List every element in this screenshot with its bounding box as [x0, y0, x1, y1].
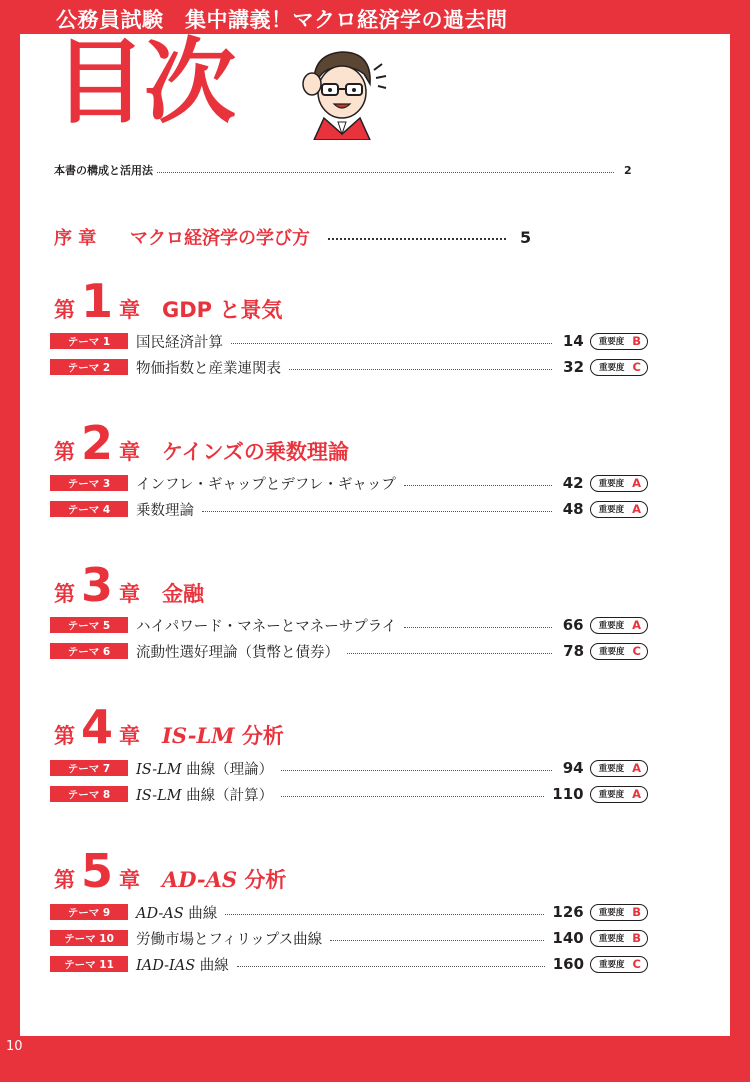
theme-title: 労働市場とフィリップス曲線 [136, 931, 323, 948]
mascot-illustration-icon [294, 44, 390, 140]
importance-label: 重要度 [598, 479, 625, 489]
theme-page: 32 [563, 358, 585, 376]
theme-page: 160 [552, 955, 585, 973]
theme-title-rest: 曲線 [195, 957, 229, 974]
theme-badge: テーマ 4 [50, 501, 128, 517]
importance-badge [590, 956, 648, 973]
importance-grade: A [632, 502, 641, 516]
chapter-title: 金融 [162, 582, 205, 606]
leader-dots [281, 796, 544, 797]
prologue-title: マクロ経済学の学び方 [130, 228, 310, 249]
theme-page: 126 [552, 903, 584, 921]
importance-label: 重要度 [599, 960, 625, 970]
importance-badge [590, 930, 648, 947]
importance-badge [590, 760, 648, 777]
chapter-suffix: 章 [119, 298, 141, 322]
importance-label: 重要度 [598, 934, 625, 944]
chapter-heading-3 [54, 558, 205, 612]
theme-badge: テーマ 1 [50, 333, 128, 349]
toc-theme-row-3[interactable] [50, 472, 648, 494]
toc-theme-row-9[interactable] [50, 901, 648, 923]
importance-grade: A [632, 618, 641, 632]
theme-title [136, 902, 217, 923]
leader-dots [330, 940, 544, 941]
theme-page: 14 [562, 332, 584, 350]
importance-grade: C [632, 360, 641, 374]
importance-label: 重要度 [598, 337, 625, 347]
theme-title-rest: 曲線 [183, 905, 218, 922]
theme-title: インフレ・ギャップとデフレ・ギャップ [136, 476, 396, 493]
theme-title-rest: 曲線（計算） [181, 787, 274, 804]
chapter-number: 5 [81, 844, 114, 898]
importance-badge [590, 643, 648, 660]
page-title: 目次 [54, 29, 235, 136]
chapter-suffix: 章 [119, 868, 141, 892]
chapter-prefix: 第 [54, 582, 75, 606]
theme-title-rest: 曲線（理論） [181, 761, 274, 778]
theme-title-italic: IAD-IAS [136, 957, 196, 974]
importance-grade: A [632, 476, 641, 490]
intro-title: 本書の構成と活用法 [54, 164, 153, 177]
importance-badge [590, 475, 648, 492]
chapter-title-italic: IS-LM [162, 723, 235, 748]
theme-title [136, 758, 273, 779]
toc-intro-row[interactable] [54, 162, 648, 178]
importance-badge [590, 359, 648, 376]
chapter-heading-4 [54, 700, 284, 754]
toc-theme-row-11[interactable] [50, 953, 648, 975]
theme-page: 140 [552, 929, 584, 947]
series-title: 公務員試験 集中講義！マクロ経済学の過去問 [56, 8, 508, 32]
chapter-heading-2 [54, 416, 349, 470]
theme-badge: テーマ 2 [50, 359, 128, 375]
importance-label: 重要度 [599, 363, 625, 373]
chapter-prefix: 第 [54, 298, 75, 322]
importance-label: 重要度 [598, 505, 625, 515]
chapter-suffix: 章 [119, 582, 141, 606]
leader-dots [347, 653, 552, 654]
theme-page: 66 [562, 616, 584, 634]
leader-dots [202, 511, 552, 512]
chapter-title [162, 864, 286, 894]
theme-title-italic: IS-LM [136, 761, 182, 778]
theme-title: 乗数理論 [136, 502, 194, 519]
theme-title: 物価指数と産業連関表 [136, 360, 281, 377]
theme-page: 78 [563, 642, 585, 660]
chapter-prefix: 第 [54, 868, 75, 892]
leader-dots [289, 369, 552, 370]
toc-theme-row-7[interactable] [50, 757, 648, 779]
chapter-number: 1 [81, 274, 114, 328]
importance-badge [590, 333, 648, 350]
chapter-prefix: 第 [54, 440, 75, 464]
theme-title: 流動性選好理論（貨幣と債券） [136, 644, 339, 661]
importance-grade: A [632, 787, 641, 801]
toc-theme-row-4[interactable] [50, 498, 648, 520]
chapter-suffix: 章 [119, 440, 141, 464]
chapter-title-rest: 分析 [237, 868, 287, 892]
right-frame [730, 0, 750, 1082]
chapter-title: GDP と景気 [162, 298, 283, 322]
leader-dots [404, 485, 552, 486]
importance-badge [590, 786, 648, 803]
leader-dots [281, 770, 551, 771]
theme-badge: テーマ 6 [50, 643, 128, 659]
theme-page: 110 [552, 785, 584, 803]
chapter-prefix: 第 [54, 724, 75, 748]
importance-grade: B [632, 905, 641, 919]
theme-page: 48 [562, 500, 584, 518]
chapter-number: 2 [81, 416, 114, 470]
importance-label: 重要度 [598, 790, 625, 800]
chapter-number: 4 [81, 700, 114, 754]
theme-badge: テーマ 11 [50, 956, 128, 972]
theme-title [136, 784, 273, 805]
importance-grade: B [632, 931, 641, 945]
theme-title-italic: IS-LM [136, 787, 182, 804]
importance-grade: C [632, 644, 641, 658]
theme-badge: テーマ 7 [50, 760, 128, 776]
theme-title [136, 954, 229, 975]
prologue-page: 5 [520, 227, 532, 247]
chapter-heading-1 [54, 274, 283, 328]
chapter-heading-5 [54, 844, 287, 898]
chapter-title-rest: 分析 [234, 724, 284, 748]
theme-badge: テーマ 10 [50, 930, 128, 946]
theme-badge: テーマ 3 [50, 475, 128, 491]
leader-dots [225, 914, 544, 915]
prologue-label: 序 章 [54, 228, 97, 249]
theme-badge: テーマ 8 [50, 786, 128, 802]
importance-grade: A [632, 761, 641, 775]
importance-badge [590, 501, 648, 518]
toc-theme-row-5[interactable] [50, 614, 648, 636]
toc-theme-row-6[interactable] [50, 640, 648, 662]
bottom-frame [0, 1036, 750, 1082]
theme-page: 42 [562, 474, 584, 492]
chapter-number: 3 [81, 558, 114, 612]
theme-title: 国民経済計算 [136, 334, 223, 351]
theme-title-italic: AD-AS [136, 905, 184, 922]
leader-dots [328, 238, 506, 240]
chapter-suffix: 章 [119, 724, 141, 748]
toc-prologue-row[interactable] [54, 224, 648, 250]
chapter-title: ケインズの乗数理論 [162, 440, 349, 464]
importance-label: 重要度 [598, 621, 625, 631]
intro-page: 2 [624, 163, 632, 177]
importance-badge [590, 904, 648, 921]
leader-dots [231, 343, 552, 344]
chapter-title [162, 720, 284, 750]
importance-label: 重要度 [599, 647, 625, 657]
importance-label: 重要度 [598, 764, 625, 774]
theme-badge: テーマ 5 [50, 617, 128, 633]
toc-theme-row-2[interactable] [50, 356, 648, 378]
importance-grade: C [632, 957, 641, 971]
chapter-title-italic: AD-AS [162, 867, 238, 892]
leader-dots [157, 172, 614, 173]
leader-dots [404, 627, 551, 628]
left-frame [0, 0, 20, 1082]
theme-badge: テーマ 9 [50, 904, 128, 920]
toc-theme-row-10[interactable] [50, 927, 648, 949]
page-number: 10 [6, 1039, 23, 1054]
theme-page: 94 [562, 759, 584, 777]
importance-badge [590, 617, 648, 634]
theme-title: ハイパワード・マネーとマネーサプライ [136, 618, 397, 635]
importance-grade: B [632, 334, 641, 348]
leader-dots [237, 966, 545, 967]
toc-theme-row-8[interactable] [50, 783, 648, 805]
toc-theme-row-1[interactable] [50, 330, 648, 352]
importance-label: 重要度 [598, 908, 625, 918]
